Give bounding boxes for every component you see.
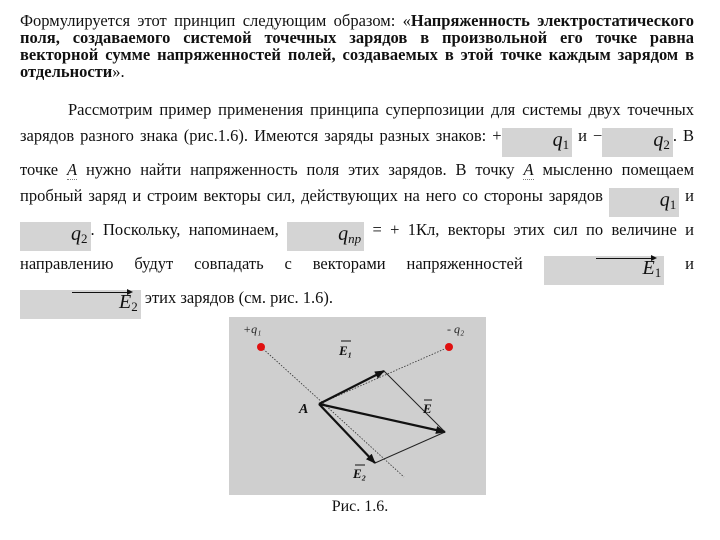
q1-formula-2 — [609, 188, 680, 217]
example-text-5: мысленно помещаем пробный заряд и строим векторы сил, действующих на него со стороны зарядов — [20, 160, 695, 205]
example-text-2: и − — [572, 126, 603, 145]
qpr-symbol: q — [338, 223, 349, 245]
label-a: A — [299, 402, 309, 417]
e1-symbol: E — [595, 257, 655, 279]
example-paragraph — [20, 97, 694, 319]
label-q1: +q₁ — [243, 322, 262, 336]
e2-subscript: 2 — [131, 299, 138, 314]
e1-formula — [544, 256, 665, 285]
q1-formula — [502, 128, 573, 157]
charge-q2-dot — [445, 343, 453, 351]
e1-subscript: 1 — [654, 265, 662, 280]
point-a-1: А — [66, 160, 78, 179]
q2-formula-2 — [20, 222, 91, 251]
parallelogram-side-2 — [375, 432, 445, 463]
parallelogram-side-1 — [384, 371, 445, 432]
q2-subscript: 2 — [663, 137, 670, 152]
q1-symbol: q — [552, 129, 563, 151]
example-text-8: = + 1Кл, векторы этих сил по величине и направлению будут совпадать с векторами напряженностей — [20, 220, 694, 273]
principle-lead: Формулируется этот принцип следующим образом: « — [20, 11, 411, 30]
e2-vector — [319, 404, 375, 463]
label-e1: E₁ — [339, 343, 353, 358]
example-text-10: этих зарядов (см. рис. 1.6). — [140, 288, 333, 307]
label-q2: - q₂ — [447, 322, 465, 336]
e1-vector — [319, 371, 384, 404]
vector-diagram — [229, 317, 486, 495]
q1-subscript: 1 — [562, 137, 570, 152]
example-text-6: и — [679, 186, 694, 205]
q2-formula — [602, 128, 673, 157]
q1-subscript-2: 1 — [669, 197, 677, 212]
q2-symbol-2: q — [71, 223, 81, 245]
label-e2: E₂ — [353, 466, 367, 481]
example-text-7: . Поскольку, напоминаем, — [90, 220, 288, 239]
principle-tail: ». — [112, 62, 125, 81]
e2-symbol: E — [71, 291, 131, 313]
superposition-principle-paragraph — [20, 12, 694, 80]
qpr-subscript: пр — [348, 231, 362, 246]
charge-q1-dot — [257, 343, 265, 351]
example-text-3: . В точке — [20, 126, 695, 179]
superposition-figure — [229, 317, 486, 495]
label-e: E — [423, 401, 432, 416]
point-a-2: А — [523, 160, 534, 179]
principle-statement: Напряженность электростатического поля, создаваемого системой точечных зарядов в произвольной его точке равна векторной сумме напряженностей полей, создаваемых в этой точке каждым зарядом в отдельности — [20, 11, 694, 81]
q2-subscript-2: 2 — [81, 231, 88, 246]
example-text-4: нужно найти напряженность поля этих зарядов. В точку — [77, 160, 524, 179]
qpr-formula — [287, 222, 364, 251]
q1-symbol-2: q — [659, 189, 670, 211]
example-text-9: и — [664, 254, 694, 273]
example-text-1: Рассмотрим пример применения принципа суперпозиции для системы двух точечных зарядов разного знака (рис.1.6). Имеются заряды разных знаков: + — [20, 100, 694, 145]
figure-caption: Рис. 1.6. — [331, 498, 389, 515]
e2-formula — [20, 290, 141, 319]
q2-symbol: q — [653, 129, 664, 151]
field-line-q1 — [261, 347, 324, 404]
